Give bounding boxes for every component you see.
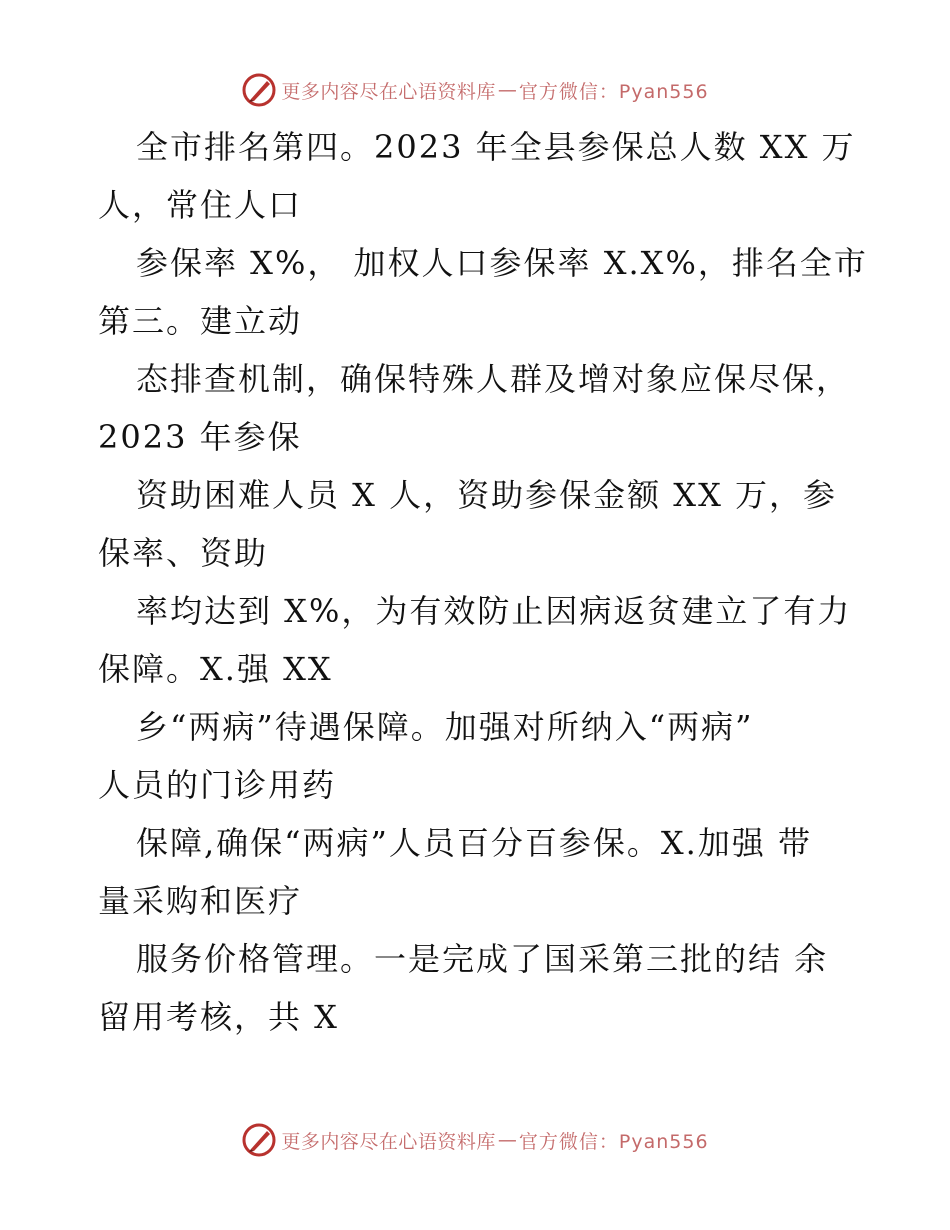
text-line: 态排查机制，确保特殊人群及增对象应保尽保，: [136, 360, 851, 398]
text-line: 2023 年参保: [98, 418, 302, 456]
banner-dash: —: [497, 1129, 517, 1151]
banner-dash: —: [497, 79, 517, 101]
text-line: 人，常住人口: [98, 186, 303, 224]
text-line: 服务价格管理。一是完成了国采第三批的结 余: [136, 940, 829, 978]
pen-logo-icon: [241, 72, 277, 108]
text-line: 参保率 X%， 加权人口参保率 X.X%，排名全市: [136, 244, 868, 282]
text-line: 乡“两病”待遇保障。加强对所纳入“两病”: [136, 708, 754, 746]
text-line: 资助困难人员 X 人，资助参保金额 XX 万，参: [136, 476, 838, 514]
banner-wechat: 官方微信：Pyan556: [518, 1130, 709, 1153]
text-line: 第三。建立动: [98, 302, 303, 340]
document-body: [98, 118, 868, 1046]
text-line: 量采购和医疗: [98, 882, 303, 920]
footer-banner: [0, 1120, 950, 1160]
banner-text: 更多内容尽在心语资料库: [281, 1130, 496, 1153]
text-line: 保率、资助: [98, 534, 269, 572]
text-line: 留用考核，共 X: [98, 998, 339, 1036]
text-line: 率均达到 X%，为有效防止因病返贫建立了有力: [136, 592, 852, 630]
banner-wechat: 官方微信：Pyan556: [518, 80, 709, 103]
text-line: 人员的门诊用药: [98, 766, 337, 804]
text-line: 全市排名第四。2023 年全县参保总人数 XX 万: [136, 128, 856, 166]
header-banner: [0, 70, 950, 110]
banner-text: 更多内容尽在心语资料库: [281, 80, 496, 103]
pen-logo-icon: [241, 1122, 277, 1158]
text-line: 保障。X.强 XX: [98, 650, 333, 688]
text-line: 保障,确保“两病”人员百分百参保。X.加强 带: [136, 824, 813, 862]
